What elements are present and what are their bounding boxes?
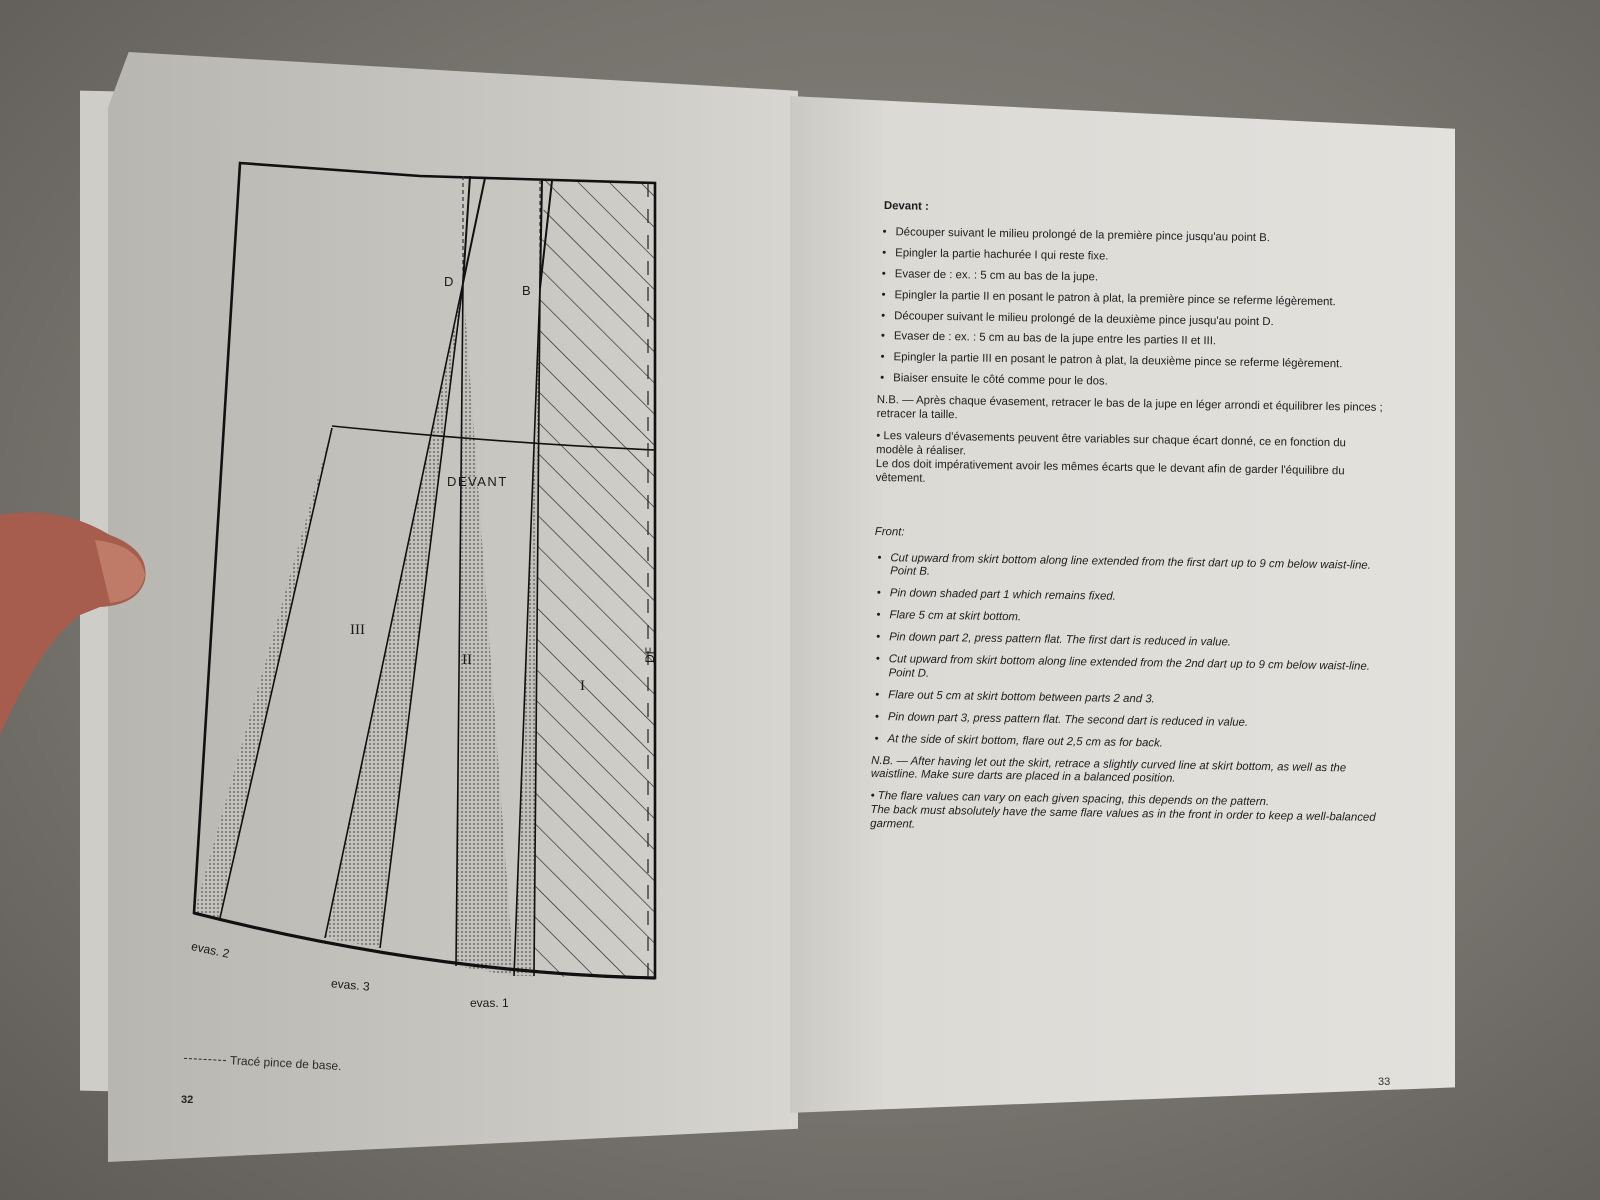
french-steps xyxy=(877,226,1389,394)
list-item: • Pin down shaded part 1 which remains fixed. xyxy=(874,587,1384,609)
list-item: • At the side of skirt bottom, flare out 2,5 cm as for back. xyxy=(871,733,1381,755)
list-item: • Découper suivant le milieu prolongé de la deuxième pince jusqu'au point D. xyxy=(878,310,1388,332)
point-d-label: D xyxy=(444,274,454,289)
list-item: • Flare out 5 cm at skirt bottom between parts 2 and 3. xyxy=(872,689,1382,711)
flare-label-3: evas. 3 xyxy=(330,976,371,994)
french-note-2: Le dos doit impérativement avoir les mêmes écarts que le devant afin de garder l'équilibre du vêtement. xyxy=(875,457,1345,485)
part-i-label: I xyxy=(580,678,585,694)
list-item: • Pin down part 2, press pattern flat. The first dart is reduced in value. xyxy=(873,631,1383,653)
legend-text: Tracé pince de base. xyxy=(229,1053,342,1074)
english-steps xyxy=(871,551,1384,754)
english-note-2: The back must absolutely have the same flare values as in the front in order to keep a well-balanced garment. xyxy=(870,804,1376,831)
flare-label-1: evas. 1 xyxy=(470,996,509,1010)
french-note-1: • Les valeurs d'évasements peuvent être variables sur chaque écart donné, ce en fonction du modèle à réaliser. xyxy=(875,429,1347,458)
french-heading: Devant : xyxy=(883,200,929,213)
english-heading: Front: xyxy=(874,525,905,539)
list-item: • Pin down part 3, press pattern flat. The second dart is reduced in value. xyxy=(872,711,1382,733)
flare-label-2: evas. 2 xyxy=(189,939,231,961)
page-number-left: 32 xyxy=(181,1094,194,1106)
french-nb: N.B. — Après chaque évasement, retracer le bas de la jupe en léger arrondi et équilibrer les pinces ; retracer la taille. xyxy=(876,394,1383,422)
part-iii-label: III xyxy=(350,622,365,638)
english-nb: N.B. — After having let out the skirt, retrace a slightly curved line at skirt bottom, as well as the waistline. Make sure darts are placed in a balanced position. xyxy=(870,754,1347,786)
hand-holding-book xyxy=(0,505,150,735)
list-item: • Epingler la partie III en posant le patron à plat, la deuxième pince se referme légèrement. xyxy=(877,351,1387,373)
list-item: • Flare 5 cm at skirt bottom. xyxy=(873,609,1383,631)
point-b-label: B xyxy=(522,283,531,298)
list-item: • Découper suivant le milieu prolongé de la première pince jusqu'au point B. xyxy=(879,226,1389,248)
list-item: • Evaser de : ex. : 5 cm au bas de la jupe entre les parties II et III. xyxy=(878,330,1388,352)
page-number-right: 33 xyxy=(1378,1076,1391,1088)
list-item: • Evaser de : ex. : 5 cm au bas de la jupe. xyxy=(879,268,1389,290)
list-item: • Cut upward from skirt bottom along line extended from the first dart up to 9 cm below waist-line. Point B. xyxy=(874,551,1384,587)
dashed-line-icon xyxy=(184,1057,226,1060)
list-item: • Epingler la partie II en posant le patron à plat, la première pince se referme légèrement. xyxy=(878,289,1388,311)
english-note-1: • The flare values can vary on each given spacing, this depends on the pattern. xyxy=(870,790,1270,809)
df-label: DF xyxy=(643,647,657,663)
list-item: • Biaiser ensuite le côté comme pour le dos. xyxy=(877,372,1387,394)
english-section xyxy=(870,526,1385,840)
instructions-column xyxy=(870,200,1390,840)
list-item: • Cut upward from skirt bottom along line extended from the 2nd dart up to 9 cm below waist-line. Point D. xyxy=(872,653,1382,689)
devant-label: DEVANT xyxy=(447,474,508,489)
list-item: • Epingler la partie hachurée I qui reste fixe. xyxy=(879,247,1389,269)
skirt-pattern-diagram xyxy=(180,158,700,1018)
part-ii-label: II xyxy=(462,652,472,668)
